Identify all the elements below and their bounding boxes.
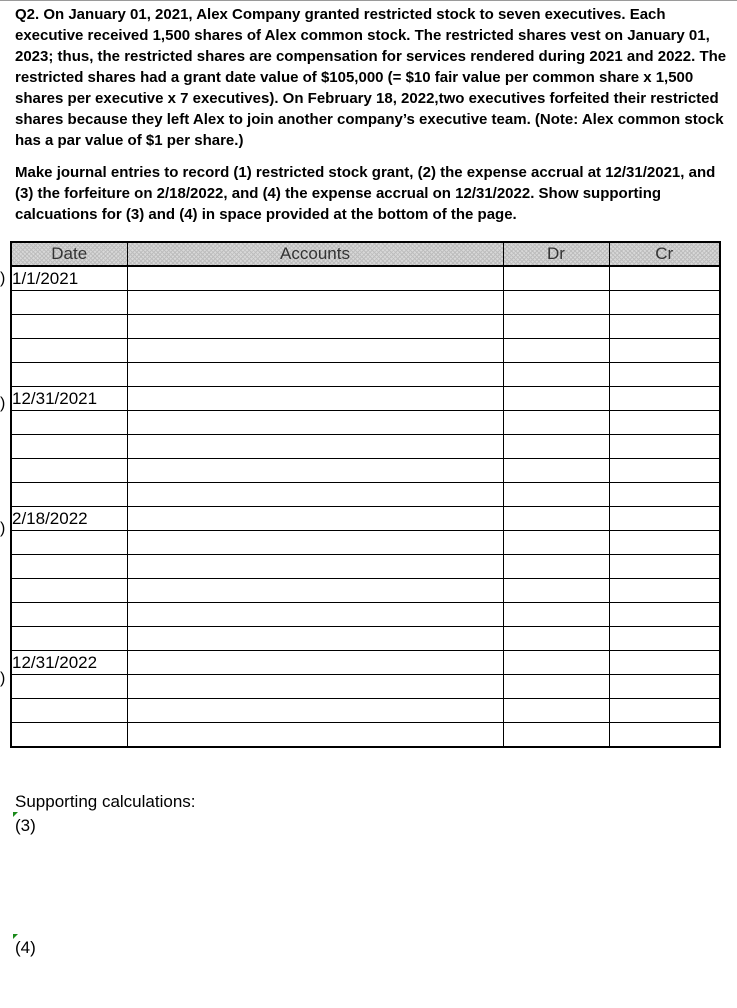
account-cell[interactable] [127, 266, 503, 291]
account-cell[interactable] [127, 363, 503, 387]
debit-cell[interactable] [503, 483, 609, 507]
credit-cell[interactable] [609, 699, 720, 723]
credit-cell[interactable] [609, 291, 720, 315]
entry-date-3[interactable]: 2/18/2022 [11, 507, 127, 531]
row-marker-2: ) [0, 395, 6, 412]
table-row [11, 387, 720, 411]
credit-cell[interactable] [609, 315, 720, 339]
table-row [11, 435, 720, 459]
date-cell[interactable] [11, 291, 127, 315]
credit-cell[interactable] [609, 266, 720, 291]
date-cell[interactable] [11, 483, 127, 507]
date-cell[interactable] [11, 723, 127, 748]
date-cell[interactable] [11, 531, 127, 555]
credit-cell[interactable] [609, 555, 720, 579]
debit-cell[interactable] [503, 531, 609, 555]
debit-cell[interactable] [503, 411, 609, 435]
table-row [11, 531, 720, 555]
debit-cell[interactable] [503, 291, 609, 315]
debit-cell[interactable] [503, 507, 609, 531]
credit-cell[interactable] [609, 627, 720, 651]
date-cell[interactable] [11, 339, 127, 363]
credit-cell[interactable] [609, 675, 720, 699]
credit-cell[interactable] [609, 363, 720, 387]
debit-cell[interactable] [503, 387, 609, 411]
account-cell[interactable] [127, 675, 503, 699]
date-cell[interactable] [11, 435, 127, 459]
row-marker-1: ) [0, 270, 6, 287]
entry-date-4[interactable]: 12/31/2022 [11, 651, 127, 675]
date-cell[interactable] [11, 315, 127, 339]
credit-cell[interactable] [609, 531, 720, 555]
table-row [11, 411, 720, 435]
account-cell[interactable] [127, 435, 503, 459]
credit-cell[interactable] [609, 579, 720, 603]
date-cell[interactable] [11, 699, 127, 723]
credit-cell[interactable] [609, 411, 720, 435]
table-row [11, 723, 720, 748]
debit-cell[interactable] [503, 459, 609, 483]
calc-label-4[interactable]: (4) [15, 938, 36, 957]
entry-date-2[interactable]: 12/31/2021 [11, 387, 127, 411]
entry-date-1[interactable]: 1/1/2021 [11, 266, 127, 291]
credit-cell[interactable] [609, 651, 720, 675]
table-row [11, 266, 720, 291]
account-cell[interactable] [127, 723, 503, 748]
debit-cell[interactable] [503, 315, 609, 339]
table-row [11, 579, 720, 603]
journal-entry-table [10, 241, 721, 748]
table-row [11, 627, 720, 651]
account-cell[interactable] [127, 507, 503, 531]
credit-cell[interactable] [609, 435, 720, 459]
account-cell[interactable] [127, 339, 503, 363]
account-cell[interactable] [127, 411, 503, 435]
table-row [11, 339, 720, 363]
account-cell[interactable] [127, 483, 503, 507]
header-accounts: Accounts [127, 242, 503, 266]
account-cell[interactable] [127, 531, 503, 555]
debit-cell[interactable] [503, 699, 609, 723]
credit-cell[interactable] [609, 483, 720, 507]
table-row [11, 603, 720, 627]
date-cell[interactable] [11, 579, 127, 603]
account-cell[interactable] [127, 579, 503, 603]
debit-cell[interactable] [503, 266, 609, 291]
table-row [11, 315, 720, 339]
debit-cell[interactable] [503, 675, 609, 699]
account-cell[interactable] [127, 651, 503, 675]
credit-cell[interactable] [609, 459, 720, 483]
table-row [11, 675, 720, 699]
table-header-row [11, 242, 720, 266]
header-dr: Dr [503, 242, 609, 266]
date-cell[interactable] [11, 555, 127, 579]
row-marker-3: ) [0, 520, 6, 537]
table-row [11, 651, 720, 675]
credit-cell[interactable] [609, 339, 720, 363]
table-row [11, 459, 720, 483]
debit-cell[interactable] [503, 579, 609, 603]
debit-cell[interactable] [503, 363, 609, 387]
table-row [11, 363, 720, 387]
table-row [11, 699, 720, 723]
table-row [11, 507, 720, 531]
table-row [11, 555, 720, 579]
question-text: Q2. On January 01, 2021, Alex Company granted restricted stock to seven executives. Each executive received 1,500 shares of Alex common stock. The restricted shares vest on January 01, 2023; thus, the restricted shares are compensation for services rendered during 2021 and 2022. The restricted shares had a grant date value of $105,000 (= $10 fair value per common share x 1,500 shares per executive x 7 executives). On February 18, 2022,two executives forfeited their restricted shares because they left Alex to join another company’s executive team. (Note: Alex common stock has a par value of $1 per share.) [15, 6, 727, 149]
supporting-calculations-title: Supporting calculations: [15, 792, 196, 811]
debit-cell[interactable] [503, 435, 609, 459]
account-cell[interactable] [127, 699, 503, 723]
date-cell[interactable] [11, 603, 127, 627]
date-cell[interactable] [11, 411, 127, 435]
credit-cell[interactable] [609, 603, 720, 627]
account-cell[interactable] [127, 555, 503, 579]
debit-cell[interactable] [503, 723, 609, 748]
date-cell[interactable] [11, 459, 127, 483]
table-row [11, 483, 720, 507]
account-cell[interactable] [127, 387, 503, 411]
header-date: Date [11, 242, 127, 266]
row-marker-4: ) [0, 670, 6, 687]
account-cell[interactable] [127, 603, 503, 627]
credit-cell[interactable] [609, 387, 720, 411]
header-cr: Cr [609, 242, 720, 266]
credit-cell[interactable] [609, 723, 720, 748]
top-border-line [0, 0, 737, 1]
debit-cell[interactable] [503, 555, 609, 579]
date-cell[interactable] [11, 675, 127, 699]
account-cell[interactable] [127, 315, 503, 339]
credit-cell[interactable] [609, 507, 720, 531]
account-cell[interactable] [127, 291, 503, 315]
account-cell[interactable] [127, 627, 503, 651]
table-row [11, 291, 720, 315]
account-cell[interactable] [127, 459, 503, 483]
debit-cell[interactable] [503, 627, 609, 651]
debit-cell[interactable] [503, 339, 609, 363]
calc-label-3[interactable]: (3) [15, 816, 36, 835]
instructions-text: Make journal entries to record (1) restricted stock grant, (2) the expense accrual at 12/31/2021, and (3) the forfeiture on 2/18/2022, and (4) the expense accrual on 12/31/2022. Show supporting calcuations for (3) and (4) in space provided at the bottom of the page. [15, 164, 716, 223]
debit-cell[interactable] [503, 603, 609, 627]
debit-cell[interactable] [503, 651, 609, 675]
date-cell[interactable] [11, 627, 127, 651]
date-cell[interactable] [11, 363, 127, 387]
